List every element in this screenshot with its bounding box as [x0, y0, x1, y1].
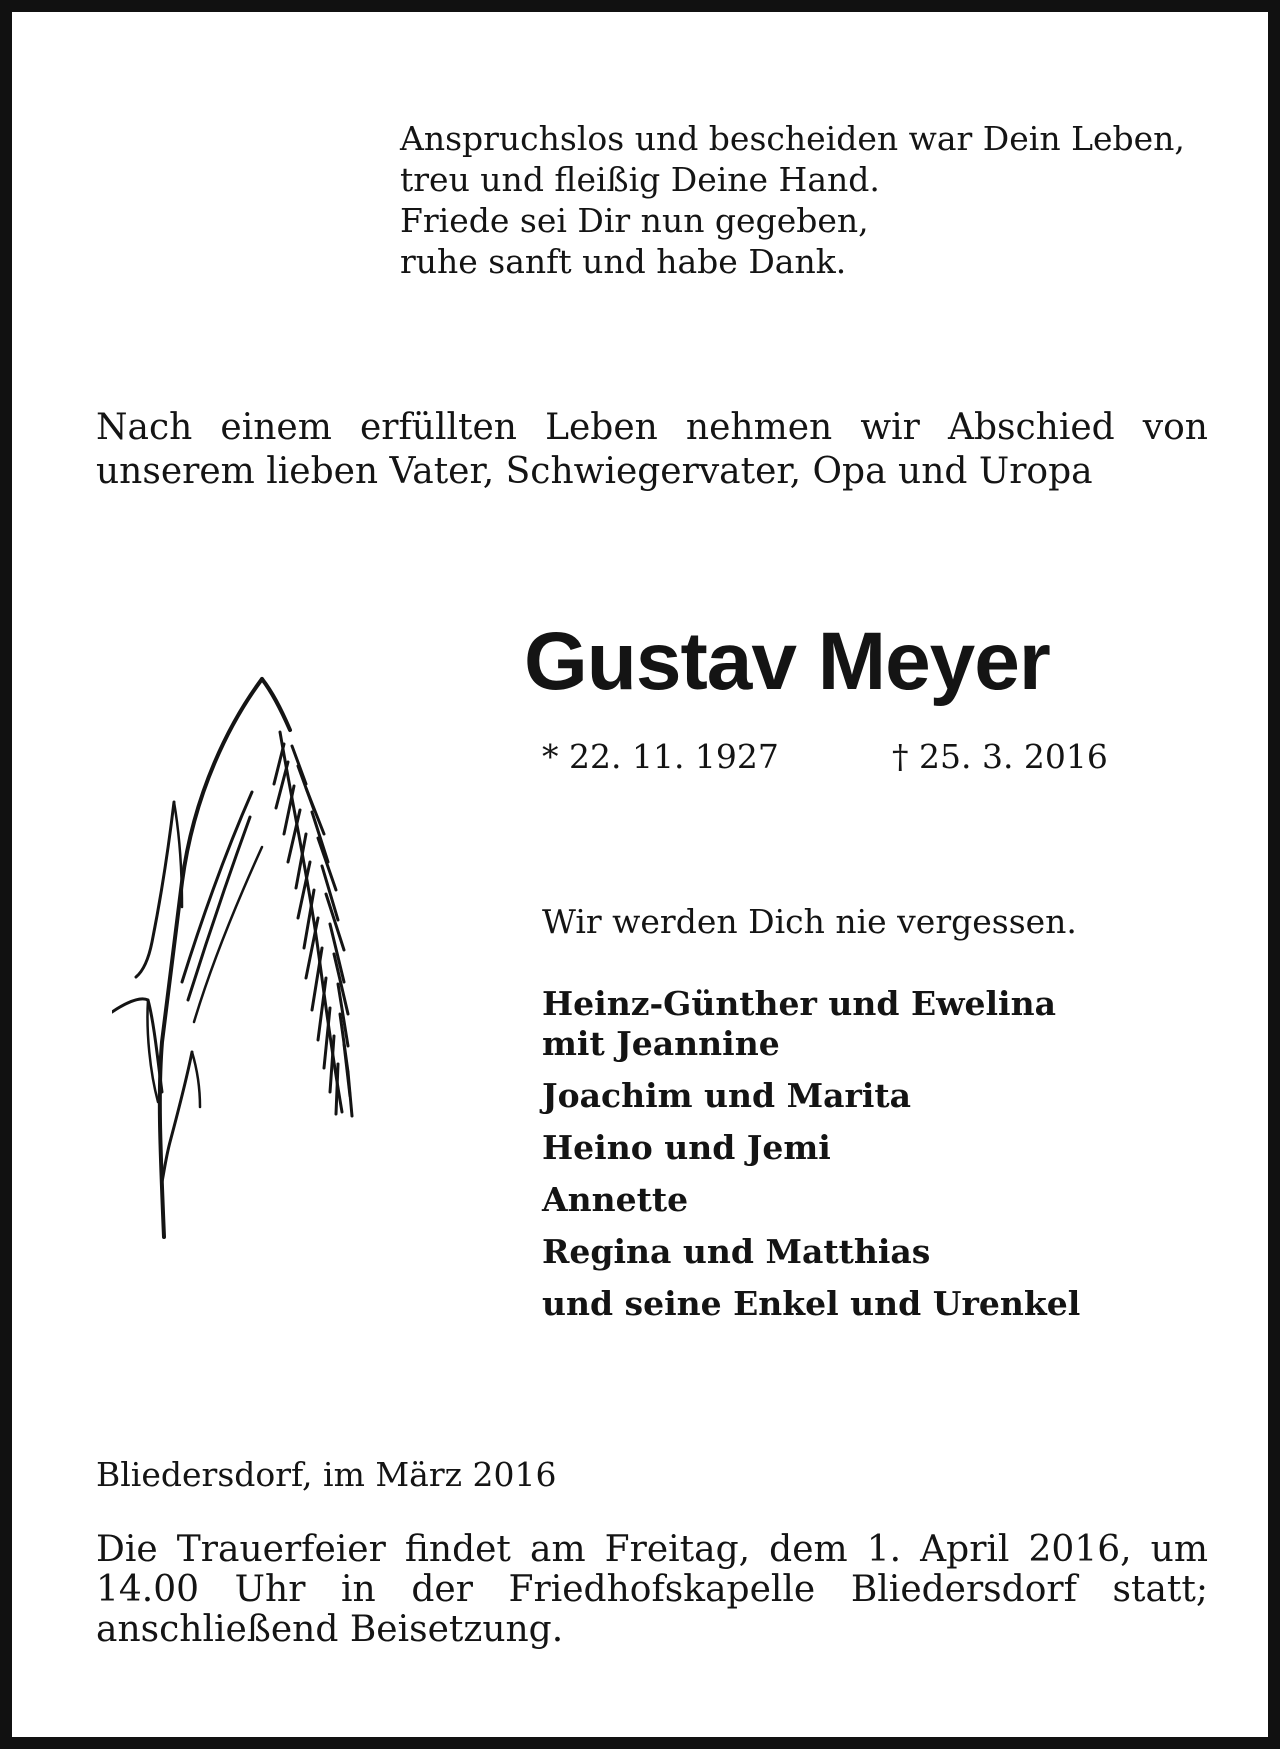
family-member: mit Jeannine: [542, 1024, 780, 1063]
poem: [400, 118, 1240, 282]
family-member: Annette: [542, 1180, 689, 1219]
family-member: Heinz-Günther und Ewelina: [542, 984, 1056, 1023]
service-line: Die Trauerfeier findet am Freitag, dem 1. April 2016, um: [96, 1529, 1208, 1570]
life-dates: [542, 737, 1182, 777]
family-member: Joachim und Marita: [542, 1076, 912, 1115]
family-list: [542, 984, 1222, 1324]
memory-line: Wir werden Dich nie vergessen.: [542, 902, 1077, 941]
death-date: † 25. 3. 2016: [892, 737, 1108, 776]
poem-line: treu und fleißig Deine Hand.: [400, 160, 880, 199]
service-line: anschließend Beisetzung.: [96, 1609, 564, 1650]
family-member: Regina und Matthias: [542, 1232, 931, 1271]
service-info: [96, 1530, 1208, 1650]
intro-line: unserem lieben Vater, Schwiegervater, Opa und Uropa: [96, 451, 1093, 492]
wheat-ear-icon: [112, 662, 402, 1252]
service-line: 14.00 Uhr in der Friedhofskapelle Bliedersdorf statt;: [96, 1569, 1208, 1610]
deceased-name: Gustav Meyer: [524, 616, 1050, 707]
intro-line: Nach einem erfüllten Leben nehmen wir Abschied von: [96, 407, 1208, 448]
intro-text: [96, 406, 1208, 494]
poem-line: Friede sei Dir nun gegeben,: [400, 201, 869, 240]
family-member: und seine Enkel und Urenkel: [542, 1284, 1081, 1323]
poem-line: ruhe sanft und habe Dank.: [400, 242, 847, 281]
place-date: Bliedersdorf, im März 2016: [96, 1455, 557, 1494]
poem-line: Anspruchslos und bescheiden war Dein Leben,: [400, 119, 1185, 158]
family-member: Heino und Jemi: [542, 1128, 831, 1167]
birth-date: * 22. 11. 1927: [542, 737, 779, 776]
